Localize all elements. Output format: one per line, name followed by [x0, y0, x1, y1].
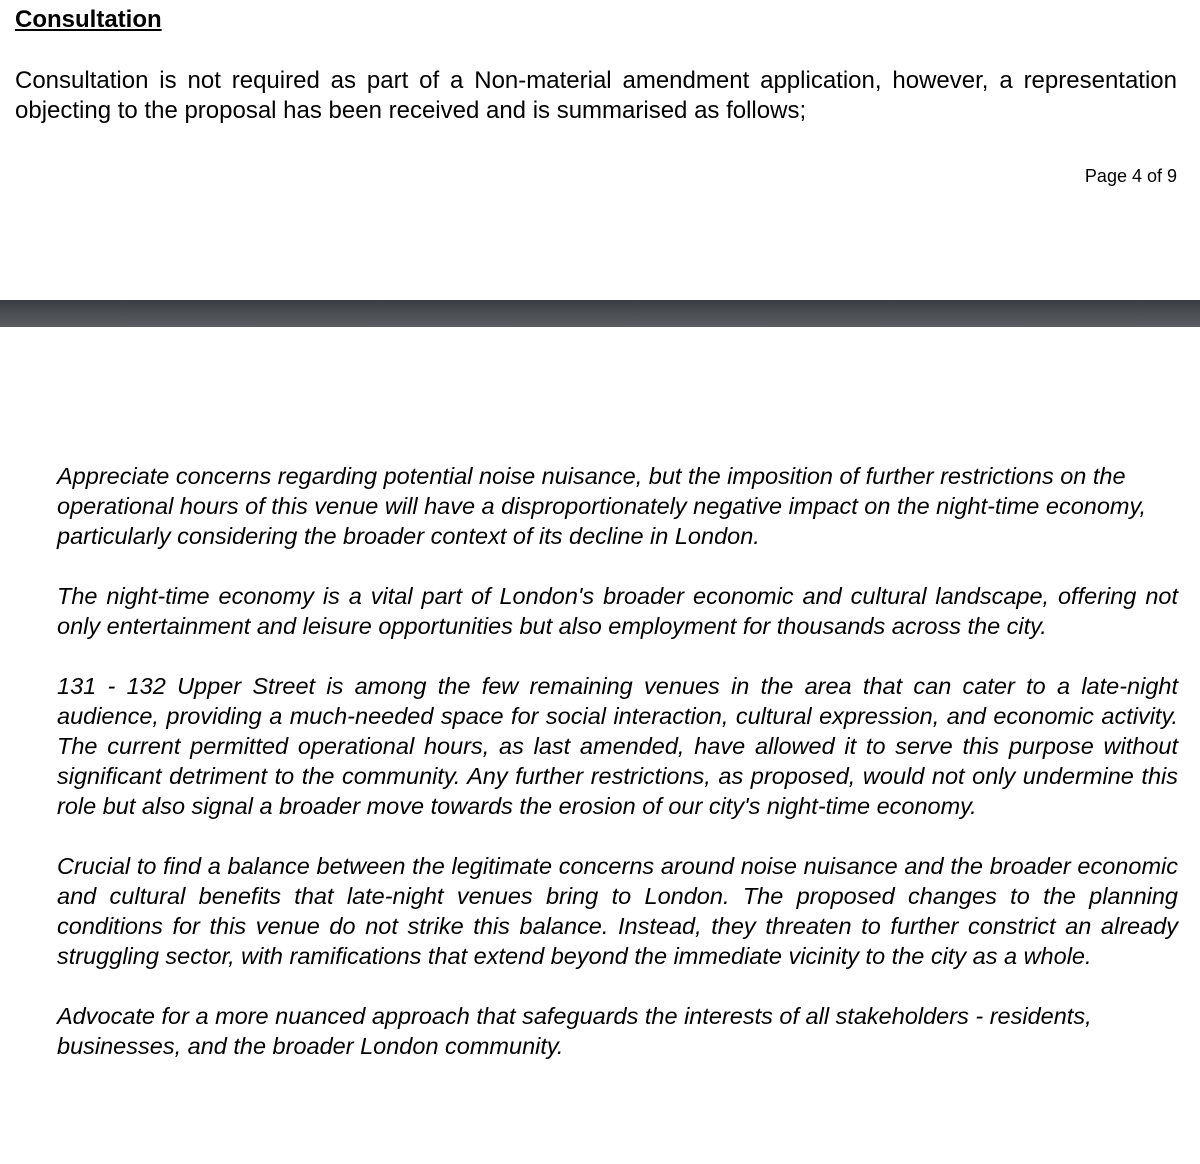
- intro-paragraph: Consultation is not required as part of a Non-material amendment application, however, a representation objecting to the proposal has been received and is summarised as follows;: [15, 67, 1177, 124]
- page-4-bottom: [0, 0, 1200, 300]
- page-break-divider: [0, 300, 1200, 327]
- page-number: Page 4 of 9: [1084, 166, 1177, 186]
- representation-paragraph: Appreciate concerns regarding potential noise nuisance, but the imposition of further restrictions on the operational hours of this venue will have a disproportionately negative impact on the night-time economy, particularly considering the broader context of its decline in London.: [57, 463, 1147, 549]
- representation-summary: [57, 461, 1178, 1061]
- representation-paragraph: 131 - 132 Upper Street is among the few remaining venues in the area that can cater to a late-night audience, providing a much-needed space for social interaction, cultural expression, and economic activity. The current permitted operational hours, as last amended, have allowed it to serve this purpose without significant detriment to the community. Any further restrictions, as proposed, would not only undermine this role but also signal a broader move towards the erosion of our city's night-time economy.: [57, 673, 1178, 819]
- representation-paragraph: Advocate for a more nuanced approach that safeguards the interests of all stakeholders - residents, businesses, and the broader London community.: [57, 1003, 1092, 1059]
- representation-paragraph: The night-time economy is a vital part of London's broader economic and cultural landscape, offering not only entertainment and leisure opportunities but also employment for thousands across the city.: [57, 583, 1178, 639]
- representation-paragraph: Crucial to find a balance between the legitimate concerns around noise nuisance and the broader economic and cultural benefits that late-night venues bring to London. The proposed changes to the planning conditions for this venue do not strike this balance. Instead, they threaten to further constrict an already struggling sector, with ramifications that extend beyond the immediate vicinity to the city as a whole.: [57, 853, 1178, 969]
- section-heading: Consultation: [15, 6, 162, 33]
